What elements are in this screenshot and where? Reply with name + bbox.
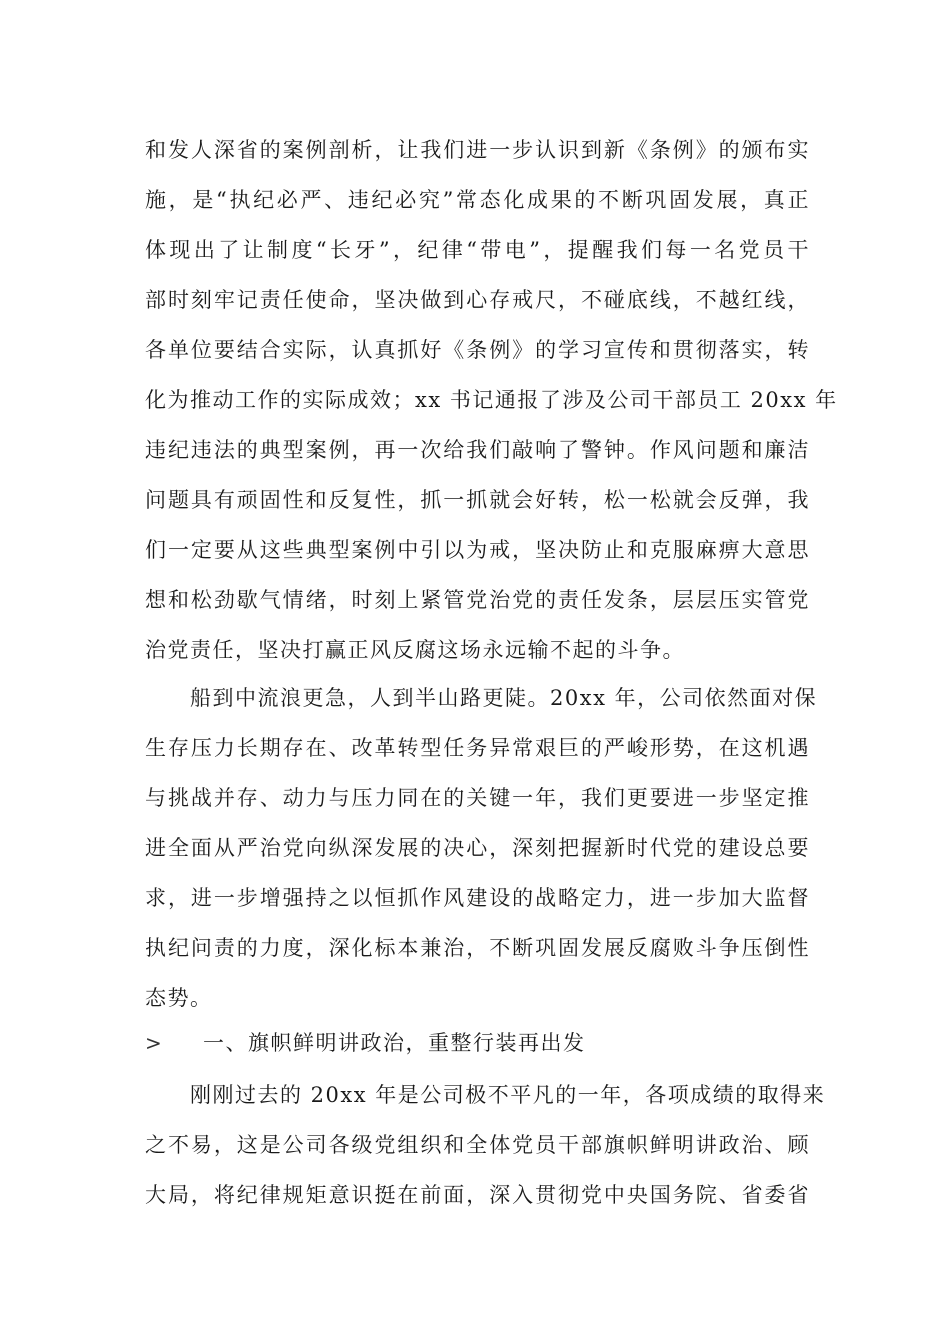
paragraph-line: 态势。 xyxy=(145,986,213,1010)
paragraph-line: 各单位要结合实际，认真抓好《条例》的学习宣传和贯彻落实，转 xyxy=(145,338,810,362)
paragraph-line: 大局，将纪律规矩意识挺在前面，深入贯彻党中央国务院、省委省 xyxy=(145,1183,810,1207)
paragraph-1 xyxy=(145,125,838,675)
paragraph-line: 和发人深省的案例剖析，让我们进一步认识到新《条例》的颁布实 xyxy=(145,138,810,162)
paragraph-line: 问题具有顽固性和反复性，抓一抓就会好转，松一松就会反弹，我 xyxy=(145,488,810,512)
chevron-right-icon: > xyxy=(145,1031,162,1055)
paragraph-line: 施，是“执纪必严、违纪必究”常态化成果的不断巩固发展，真正 xyxy=(145,188,810,212)
paragraph-line: 与挑战并存、动力与压力同在的关键一年，我们更要进一步坚定推 xyxy=(145,786,810,810)
paragraph-line: 想和松劲歇气情绪，时刻上紧管党治党的责任发条，层层压实管党 xyxy=(145,588,810,612)
paragraph-line: 船到中流浪更急，人到半山路更陡。20xx 年，公司依然面对保 xyxy=(145,686,818,710)
paragraph-line: 化为推动工作的实际成效；xx 书记通报了涉及公司干部员工 20xx 年 xyxy=(145,388,838,412)
paragraph-line: 治党责任，坚决打赢正风反腐这场永远输不起的斗争。 xyxy=(145,638,685,662)
paragraph-line: 进全面从严治党向纵深发展的决心，深刻把握新时代党的建设总要 xyxy=(145,836,810,860)
section-heading xyxy=(145,1018,586,1068)
paragraph-line: 体现出了让制度“长牙”，纪律“带电”，提醒我们每一名党员干 xyxy=(145,238,810,262)
paragraph-2 xyxy=(145,673,818,1023)
paragraph-line: 们一定要从这些典型案例中引以为戒，坚决防止和克服麻痹大意思 xyxy=(145,538,810,562)
paragraph-line: 执纪问责的力度，深化标本兼治，不断巩固发展反腐败斗争压倒性 xyxy=(145,936,810,960)
paragraph-line: 刚刚过去的 20xx 年是公司极不平凡的一年，各项成绩的取得来 xyxy=(145,1083,826,1107)
paragraph-line: 生存压力长期存在、改革转型任务异常艰巨的严峻形势，在这机遇 xyxy=(145,736,810,760)
section-title: 一、旗帜鲜明讲政治，重整行装再出发 xyxy=(203,1031,586,1055)
paragraph-line: 部时刻牢记责任使命，坚决做到心存戒尺，不碰底线，不越红线， xyxy=(145,288,810,312)
paragraph-line: 求，进一步增强持之以恒抓作风建设的战略定力，进一步加大监督 xyxy=(145,886,810,910)
paragraph-3 xyxy=(145,1070,826,1220)
paragraph-line: 之不易，这是公司各级党组织和全体党员干部旗帜鲜明讲政治、顾 xyxy=(145,1133,810,1157)
paragraph-line: 违纪违法的典型案例，再一次给我们敲响了警钟。作风问题和廉洁 xyxy=(145,438,810,462)
